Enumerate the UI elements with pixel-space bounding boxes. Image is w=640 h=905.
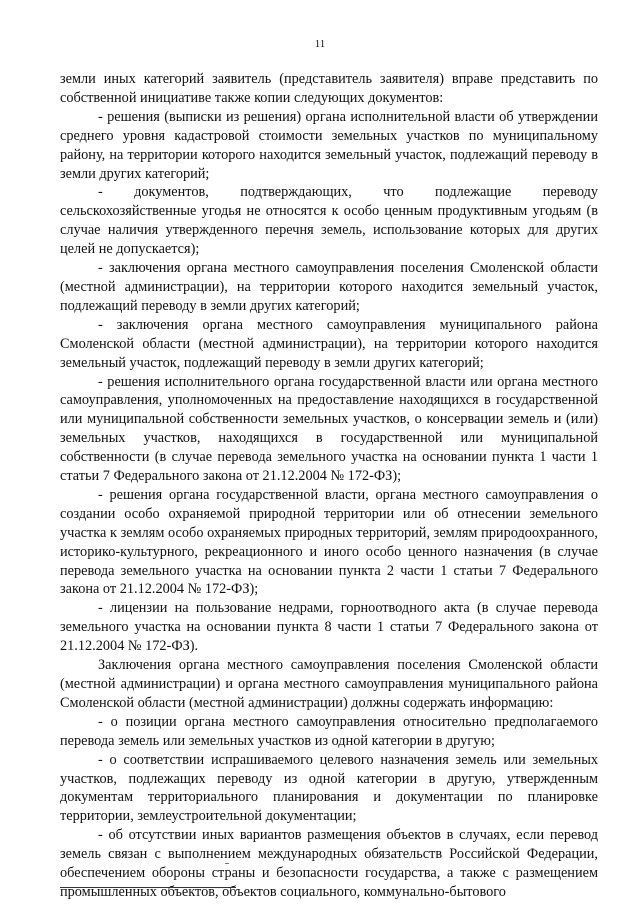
paragraph-intro: Заключения органа местного самоуправления поселения Смоленской области (местной администрации) и органа местного самоуправления муниципального района Смоленской области (местной администрации) должны содержать информацию: <box>60 657 598 711</box>
paragraph-item: - документов, подтверждающих, что подлежащие переводу сельскохозяйственные угодья не относятся к особо ценным продуктивным угодьям (в случае наличия утвержденного перечня земель, использование которых для других целей не допускается); <box>60 184 598 258</box>
page-number: 11 <box>314 38 326 50</box>
scan-mark <box>225 863 229 864</box>
paragraph-item: - лицензии на пользование недрами, горноотводного акта (в случае перевода земельного участка на основании пункта 8 части 1 статьи 7 Федерального закона от 21.12.2004 № 172-ФЗ). <box>60 600 598 655</box>
paragraph-item: - решения исполнительного органа государственной власти или органа местного самоуправления, уполномоченных на предоставление находящихся в государственной или муниципальной собственности земельных участков, о консервации земель и (или) земельных участков, находящихся в государственной или муниципальной собственности (в случае перевода земельного участка на основании пункта 1 части 1 статьи 7 Федерального закона от 21.12.2004 № 172-ФЗ); <box>60 373 598 485</box>
footnote-rule <box>60 887 236 888</box>
paragraph-item: - об отсутствии иных вариантов размещения объектов в случаях, если перевод земель связан с выполнением международных обязательств Российской Федерации, обеспечением обороны страны и безопасности государства, а также с размещением промышленных объектов, объектов социального, коммунально-бытового <box>60 827 598 900</box>
paragraph-item: - заключения органа местного самоуправления поселения Смоленской области (местной администрации), на территории которого находится земельный участок, подлежащий переводу в земли других категорий; <box>60 260 598 314</box>
paragraph-continuation: земли иных категорий заявитель (представитель заявителя) вправе представить по собственной инициативе также копии следующих документов: <box>60 71 598 106</box>
paragraph-item: - решения (выписки из решения) органа исполнительной власти об утверждении среднего уровня кадастровой стоимости земельных участков по муниципальному району, на территории которого находится земельный участок, подлежащий переводу в земли других категорий; <box>60 108 598 182</box>
document-body <box>60 70 598 902</box>
paragraph-item: - о позиции органа местного самоуправления относительно предполагаемого перевода земель или земельных участков из одной категории в другую; <box>60 713 598 749</box>
paragraph-item: - заключения органа местного самоуправления муниципального района Смоленской области (местной администрации), на территории которого находится земельный участок, подлежащий переводу в земли других категорий; <box>60 316 598 371</box>
paragraph-item: - решения органа государственной власти, органа местного самоуправления о создании особо охраняемой природной территории или об отнесении земельного участка к землям особо охраняемых природных территорий, землям природоохранного, историко-культурного, рекреационного и иного особо ценного назначения (в случае перевода земельного участка на основании пункта 2 части 1 статьи 7 Федерального закона от 21.12.2004 № 172-ФЗ); <box>60 486 598 598</box>
paragraph-item: - о соответствии испрашиваемого целевого назначения земель или земельных участков, подлежащих переводу из одной категории в другую, утвержденным документам территориального планирования и документации по планировке территории, землеустроительной документации; <box>60 751 598 825</box>
